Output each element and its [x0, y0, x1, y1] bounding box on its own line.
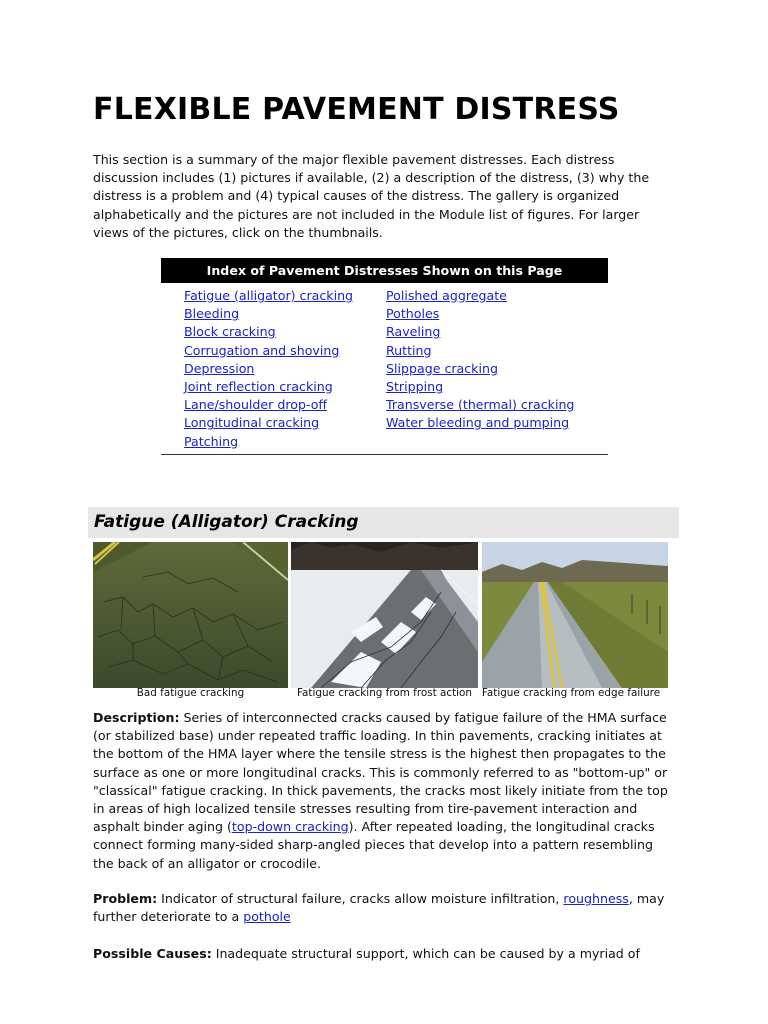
index-column-right: [364, 287, 574, 451]
distress-index-table: [161, 258, 608, 455]
caption-bad-fatigue-cracking: Bad fatigue cracking: [136, 687, 245, 699]
causes-text-1: Inadequate structural support, which can be caused by a myriad of: [211, 946, 640, 961]
index-header: Index of Pavement Distresses Shown on this Page: [161, 258, 608, 283]
intro-paragraph: This section is a summary of the major flexible pavement distresses. Each distress discussion includes (1) pictures if available, (2) a description of the distress, (3) why the distress is a problem and (4) typical causes of the distress. The gallery is organized alphabetically and the pictures are not included in the Module list of figures. For larger views of the pictures, click on the thumbnails.: [93, 152, 650, 240]
page-title: FLEXIBLE PAVEMENT DISTRESS: [93, 92, 620, 127]
problem-text-1: Indicator of structural failure, cracks allow moisture infiltration,: [157, 891, 564, 906]
index-link-raveling[interactable]: Raveling: [386, 324, 441, 340]
problem-paragraph: [93, 890, 668, 926]
problem-text-2: , may further deteriorate to a: [93, 891, 665, 925]
index-link-water-bleeding-pumping[interactable]: Water bleeding and pumping: [386, 415, 570, 431]
index-link-longitudinal-cracking[interactable]: Longitudinal cracking: [184, 415, 320, 431]
section-header-bar: [88, 507, 679, 538]
index-link-corrugation-shoving[interactable]: Corrugation and shoving: [184, 342, 340, 358]
photo-bad-fatigue-cracking[interactable]: [93, 542, 288, 688]
index-link-bleeding[interactable]: Bleeding: [184, 306, 240, 322]
photo-edge-failure[interactable]: [482, 542, 668, 688]
description-label: Description:: [93, 710, 180, 725]
index-link-depression[interactable]: Depression: [184, 360, 255, 376]
index-link-slippage-cracking[interactable]: Slippage cracking: [386, 360, 498, 376]
causes-paragraph: [93, 945, 668, 963]
problem-label: Problem:: [93, 891, 158, 906]
index-link-joint-reflection-cracking[interactable]: Joint reflection cracking: [184, 379, 333, 395]
index-link-transverse-cracking[interactable]: Transverse (thermal) cracking: [386, 397, 575, 413]
road-photo-icon: [291, 542, 478, 688]
road-photo-icon: [482, 542, 668, 688]
description-paragraph: [93, 709, 668, 873]
caption-frost-action: Fatigue cracking from frost action: [297, 687, 472, 699]
index-column-left: [161, 287, 364, 451]
index-link-fatigue-cracking[interactable]: Fatigue (alligator) cracking: [184, 288, 354, 303]
section-title: Fatigue (Alligator) Cracking: [94, 512, 359, 532]
photo-frost-action[interactable]: [291, 542, 478, 688]
index-link-patching[interactable]: Patching: [184, 433, 239, 449]
road-photo-icon: [93, 542, 288, 688]
description-text-1: Series of interconnected cracks caused by fatigue failure of the HMA surface (or stabilized base) under repeated traffic loading. In thin pavements, cracking initiates at the bottom of the HMA layer where the tensile stress is the highest then propagates to the surface as one or more longitudinal cracks. This is commonly referred to as "bottom-up" or "classical" fatigue cracking. In thick pavements, the cracks most likely initiate from the top in areas of high localized tensile stresses resulting from tire-pavement interaction and asphalt binder aging (: [93, 710, 668, 835]
link-top-down-cracking[interactable]: top-down cracking: [231, 819, 349, 835]
index-link-rutting[interactable]: Rutting: [386, 342, 432, 358]
causes-label: Possible Causes:: [93, 946, 212, 961]
index-link-stripping[interactable]: Stripping: [386, 379, 444, 395]
caption-edge-failure: Fatigue cracking from edge failure: [481, 687, 661, 699]
index-columns: [161, 283, 608, 455]
description-text-2: ). After repeated loading, the longitudinal cracks connect forming many-sided sharp-angled pieces that develop into a pattern resembling the back of an alligator or crocodile.: [93, 819, 655, 871]
index-link-lane-shoulder-drop-off[interactable]: Lane/shoulder drop-off: [184, 397, 328, 413]
link-pothole[interactable]: pothole: [243, 909, 291, 925]
index-link-polished-aggregate[interactable]: Polished aggregate: [386, 288, 507, 303]
link-roughness[interactable]: roughness: [563, 891, 629, 906]
index-link-block-cracking[interactable]: Block cracking: [184, 324, 276, 340]
index-link-potholes[interactable]: Potholes: [386, 306, 440, 322]
